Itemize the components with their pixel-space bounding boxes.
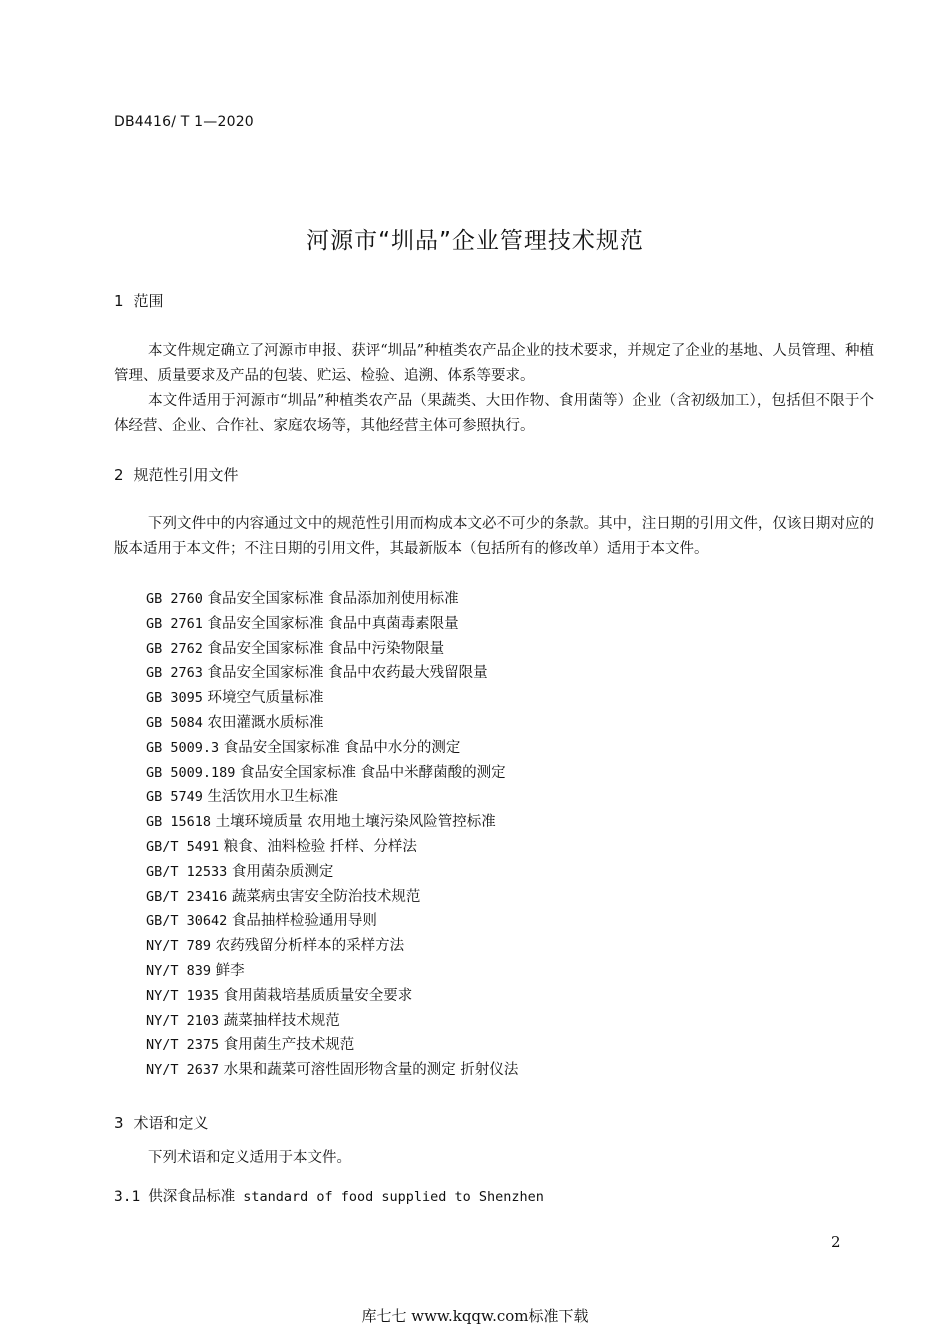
reference-title: 食用菌杂质测定	[231, 863, 334, 880]
section-2-heading	[114, 464, 239, 485]
reference-item	[146, 761, 518, 786]
reference-item	[146, 810, 518, 835]
reference-item	[146, 860, 518, 885]
paragraph-text: 下列术语和定义适用于本文件。	[148, 1150, 351, 1166]
section-2-paragraph-1	[114, 512, 874, 562]
reference-code: NY/T 1935	[146, 987, 220, 1004]
reference-code: GB 15618	[146, 814, 212, 831]
reference-title: 食品安全国家标准 食品中水分的测定	[223, 739, 461, 756]
reference-item	[146, 885, 518, 910]
reference-item	[146, 661, 518, 686]
document-code: DB4416/ T 1—2020	[114, 114, 254, 130]
subsection-title-en: standard of food supplied to Shenzhen	[243, 1189, 544, 1205]
reference-title: 蔬菜病虫害安全防治技术规范	[231, 888, 421, 905]
reference-title: 食品安全国家标准 食品中真菌毒素限量	[207, 615, 459, 632]
reference-item	[146, 835, 518, 860]
section-1-paragraph-1	[114, 339, 874, 389]
reference-title: 蔬菜抽样技术规范	[223, 1012, 340, 1029]
subsection-3-1-heading	[114, 1185, 544, 1206]
reference-item	[146, 612, 518, 637]
reference-title: 食品安全国家标准 食品中农药最大残留限量	[207, 665, 488, 682]
reference-item	[146, 984, 518, 1009]
section-number: 1	[114, 292, 124, 310]
reference-title: 食品安全国家标准 食品中米酵菌酸的测定	[240, 764, 506, 781]
reference-code: GB 5084	[146, 714, 203, 731]
reference-item	[146, 959, 518, 984]
section-number: 2	[114, 466, 124, 484]
reference-title: 农药残留分析样本的采样方法	[215, 938, 405, 955]
section-1-heading	[114, 290, 164, 311]
reference-title: 土壤环境质量 农用地土壤污染风险管控标准	[215, 814, 496, 831]
section-3-heading	[114, 1112, 209, 1133]
reference-code: GB/T 5491	[146, 838, 220, 855]
subsection-number: 3.1	[114, 1189, 141, 1205]
paragraph-text: 下列文件中的内容通过文中的规范性引用而构成本文必不可少的条款。其中，注日期的引用文件，仅该日期对应的版本适用于本文件；不注日期的引用文件，其最新版本（包括所有的修改单）适用于本文件。	[114, 516, 874, 557]
subsection-title-zh: 供深食品标准	[148, 1189, 236, 1205]
reference-item	[146, 587, 518, 612]
reference-code: NY/T 789	[146, 938, 212, 955]
reference-code: GB 2761	[146, 615, 203, 632]
paragraph-text: 本文件适用于河源市“圳品”种植类农产品（果蔬类、大田作物、食用菌等）企业（含初级加工），包括但不限于个体经营、企业、合作社、家庭农场等，其他经营主体可参照执行。	[114, 393, 874, 434]
section-title: 范围	[133, 292, 164, 310]
reference-item	[146, 909, 518, 934]
reference-code: GB/T 30642	[146, 913, 228, 930]
reference-title: 粮食、油料检验 扦样、分样法	[223, 838, 417, 855]
reference-item	[146, 1058, 518, 1083]
reference-item	[146, 711, 518, 736]
reference-code: NY/T 2637	[146, 1062, 220, 1079]
section-title: 术语和定义	[133, 1114, 209, 1132]
reference-code: GB 3095	[146, 690, 203, 707]
section-number: 3	[114, 1114, 124, 1132]
reference-code: GB 5009.3	[146, 739, 220, 756]
reference-title: 食品抽样检验通用导则	[231, 913, 377, 930]
reference-code: NY/T 839	[146, 962, 212, 979]
reference-item	[146, 1009, 518, 1034]
reference-code: GB 2760	[146, 591, 203, 607]
section-1-paragraph-2	[114, 389, 874, 439]
section-3-paragraph-1	[114, 1146, 874, 1171]
reference-item	[146, 736, 518, 761]
reference-code: NY/T 2103	[146, 1012, 220, 1029]
section-title: 规范性引用文件	[133, 466, 239, 484]
reference-title: 生活饮用水卫生标准	[207, 789, 339, 806]
reference-code: GB 5009.189	[146, 764, 236, 781]
footer-watermark: 库七七 www.kqqw.com标准下载	[361, 1307, 589, 1325]
reference-title: 鲜李	[215, 962, 245, 979]
document-title: 河源市“圳品”企业管理技术规范	[306, 228, 644, 254]
reference-code: GB 2763	[146, 665, 203, 682]
reference-item	[146, 637, 518, 662]
reference-title: 食品安全国家标准 食品中污染物限量	[207, 640, 445, 657]
paragraph-text: 本文件规定确立了河源市申报、获评“圳品”种植类农产品企业的技术要求，并规定了企业的基地、人员管理、种植管理、质量要求及产品的包装、贮运、检验、追溯、体系等要求。	[114, 343, 874, 384]
normative-reference-list	[146, 587, 518, 1083]
reference-code: GB/T 23416	[146, 888, 228, 905]
reference-code: GB 5749	[146, 789, 203, 806]
reference-title: 食用菌生产技术规范	[223, 1037, 355, 1054]
reference-title: 食品安全国家标准 食品添加剂使用标准	[207, 591, 459, 607]
reference-title: 食用菌栽培基质质量安全要求	[223, 987, 413, 1004]
page-number: 2	[831, 1233, 841, 1251]
reference-title: 农田灌溉水质标准	[207, 714, 324, 731]
reference-code: GB/T 12533	[146, 863, 228, 880]
reference-item	[146, 934, 518, 959]
reference-item	[146, 785, 518, 810]
reference-item	[146, 1033, 518, 1058]
reference-item	[146, 686, 518, 711]
reference-code: GB 2762	[146, 640, 203, 657]
reference-title: 水果和蔬菜可溶性固形物含量的测定 折射仪法	[223, 1062, 519, 1079]
reference-code: NY/T 2375	[146, 1037, 220, 1054]
reference-title: 环境空气质量标准	[207, 690, 324, 707]
